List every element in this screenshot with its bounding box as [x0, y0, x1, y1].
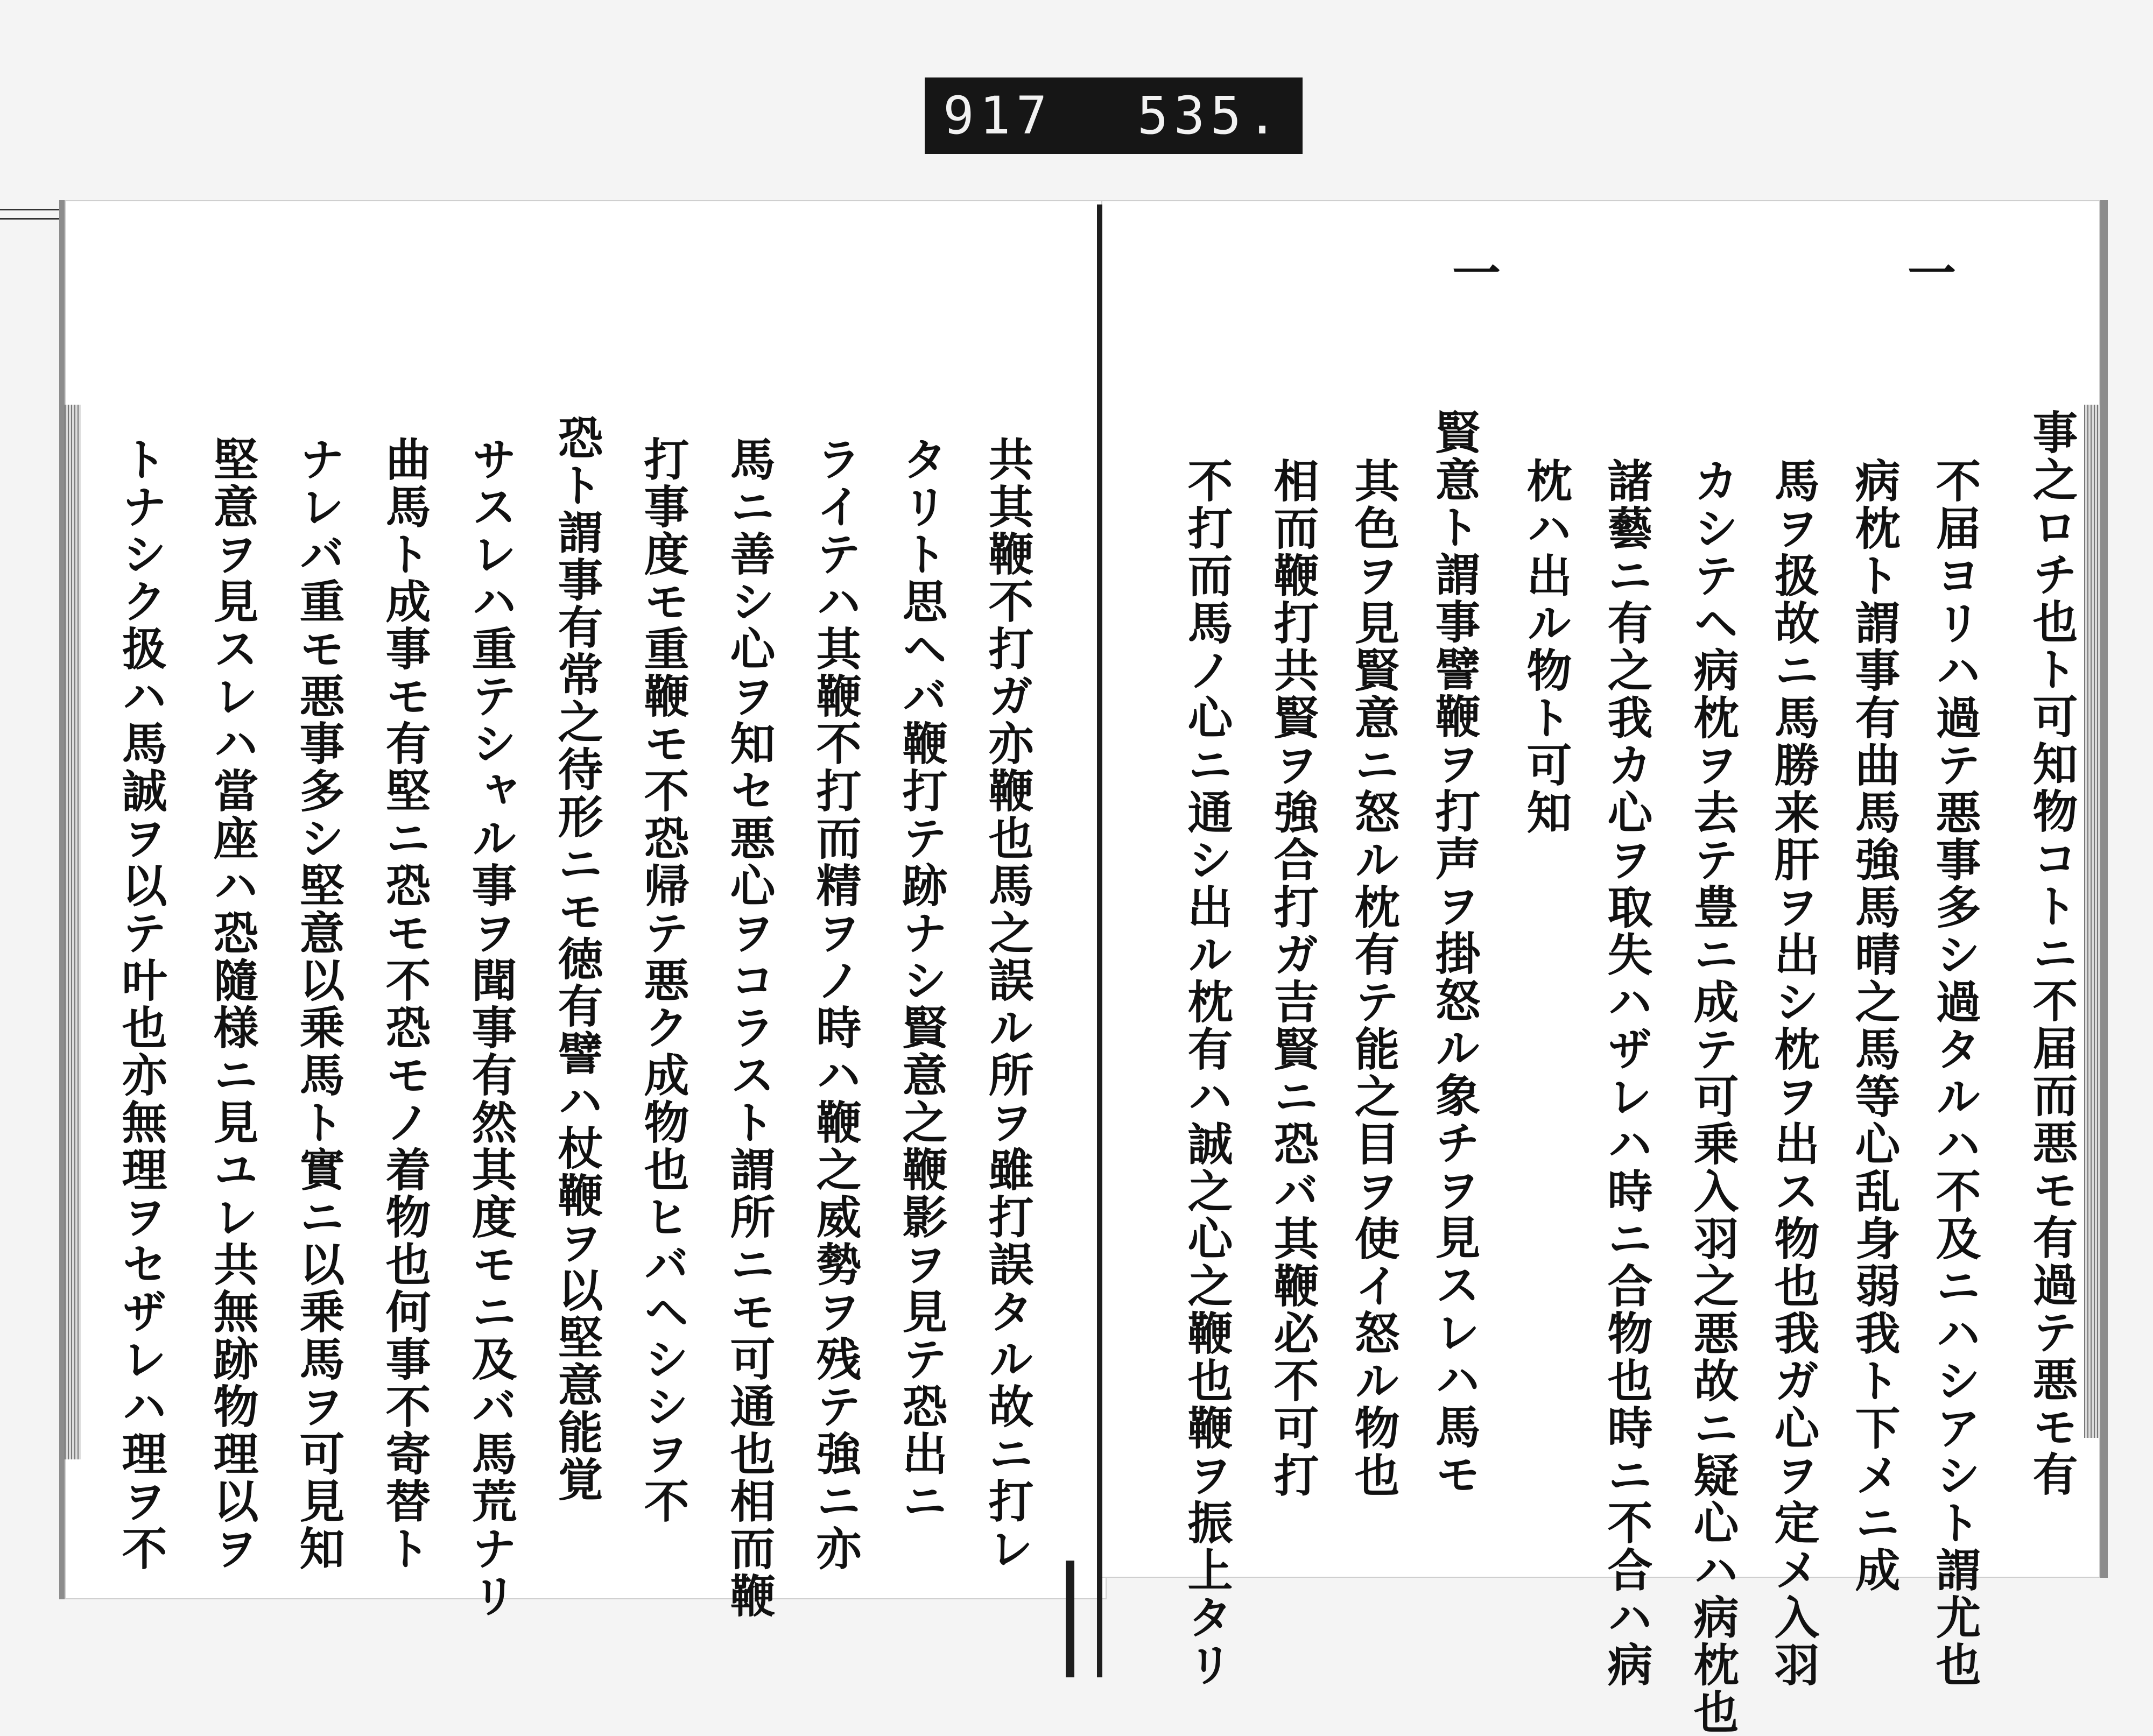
- text-column: カシテヘ病枕ヲ去テ豊ニ成テ可乗入羽之悪故ニ疑心ハ病枕也: [1686, 457, 1740, 1736]
- text-column: ナレバ重モ悪事多シ堅意以乗馬ト實ニ以乗馬ヲ可見知: [292, 436, 346, 1572]
- book-gutter: [1097, 204, 1102, 1677]
- text-column: 諸藝ニ有之我カ心ヲ取失ハザレハ時ニ合物也時ニ不合ハ病: [1600, 457, 1654, 1689]
- catalog-label-left: 917: [943, 86, 1053, 146]
- text-column: トナシク扱ハ馬誠ヲ以テ叶也亦無理ヲセザレハ理ヲ不: [115, 436, 168, 1572]
- text-column: 馬ヲ扱故ニ馬勝来肝ヲ出シ枕ヲ出ス物也我ガ心ヲ定メ入羽: [1767, 457, 1820, 1689]
- text-column: 打事度モ重鞭モ不恐帰テ悪ク成物也ヒバヘシシヲ不: [637, 436, 690, 1525]
- item-mark-2: 一: [1444, 248, 1501, 296]
- text-column: タリト思ヘバ鞭打テ跡ナシ賢意之鞭影ヲ見テ恐出ニ: [895, 436, 948, 1525]
- text-column: 不届ヨリハ過テ悪事多シ過タルハ不及ニハシアシト謂尤也: [1929, 457, 1982, 1689]
- item-mark-1: 一: [1899, 248, 1956, 296]
- text-column: 相而鞭打共賢ヲ強合打ガ吉賢ニ恐バ其鞭必不可打: [1267, 457, 1320, 1499]
- catalog-label-right: 535.: [1137, 86, 1283, 146]
- gutter-shadow: [1066, 1561, 1074, 1677]
- text-column: 馬ニ善シ心ヲ知セ悪心ヲコラスト謂所ニモ可通也相而鞭: [723, 436, 776, 1620]
- right-page-edge: [2084, 405, 2100, 1438]
- left-page-edge: [65, 405, 81, 1459]
- text-column: 其色ヲ見賢意ニ怒ル枕有テ能之目ヲ使イ怒ル物也: [1347, 457, 1401, 1499]
- text-column: 賢意ト謂事譬鞭ヲ打声ヲ掛怒ル象チヲ見スレハ馬モ: [1428, 409, 1481, 1498]
- text-column: 共其鞭不打ガ亦鞭也馬之誤ル所ヲ雖打誤タル故ニ打レ: [981, 436, 1035, 1572]
- text-column: 堅意ヲ見スレハ當座ハ恐隨様ニ見ユレ共無跡物理以ヲ: [206, 436, 259, 1572]
- shelf-line: [0, 209, 67, 220]
- text-column: 恐ト謂事有常之待形ニモ徳有譬ハ杖鞭ヲ以堅意能覚: [551, 414, 604, 1504]
- text-column: 不打而馬ノ心ニ通シ出ル枕有ハ誠之心之鞭也鞭ヲ振上タリ: [1180, 457, 1234, 1689]
- text-column: 曲馬ト成事モ有堅ニ恐モ不恐モノ着物也何事不寄替ト: [378, 436, 432, 1572]
- text-column: 枕ハ出ル物ト可知: [1519, 457, 1573, 836]
- text-column: 病枕ト謂事有曲馬強馬晴之馬等心乱身弱我ト下メニ成: [1848, 457, 1901, 1594]
- text-column: 事之ロチ也ト可知物コトニ不届而悪モ有過テ悪モ有: [2025, 409, 2079, 1498]
- text-column: ライテハ其鞭不打而精ヲノ時ハ鞭之威勢ヲ残テ強ニ亦: [809, 436, 862, 1572]
- catalog-label: [925, 77, 1303, 154]
- text-column: サスレハ重テシャル事ヲ聞事有然其度モニ及バ馬荒ナリ: [465, 436, 518, 1620]
